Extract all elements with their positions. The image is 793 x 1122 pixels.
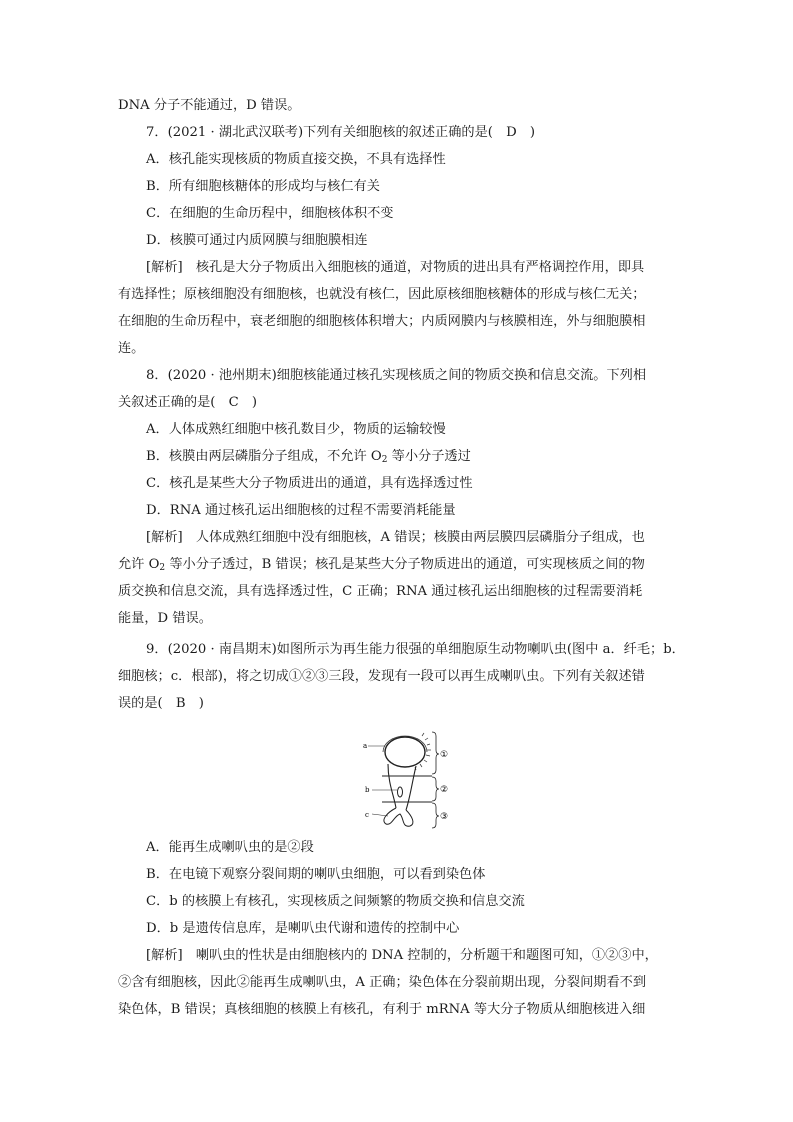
subscript: 2 (159, 563, 166, 573)
cell-body (388, 764, 416, 810)
text-part: 等小分子透过 (387, 449, 471, 464)
analysis-line: [解析] 人体成熟红细胞中没有细胞核，A 错误；核膜由两层膜四层磷脂分子组成，也 (146, 530, 645, 545)
question-8: 8．(2020 · 池州期末)细胞核能通过核孔实现核质之间的物质交换和信息交流。下列相 (146, 368, 647, 383)
braces (432, 732, 439, 828)
trumpet-worm-figure (360, 728, 460, 832)
nucleus (398, 787, 403, 797)
analysis-line: ②含有细胞核，因此②能再生成喇叭虫，A 正确；染色体在分裂前期出现，分裂间期看不到 (118, 975, 647, 990)
label-b: b (365, 786, 370, 794)
question-8-cont: 关叙述正确的是( C ) (118, 395, 258, 410)
question-9-cont: 细胞核；c．根部)，将之切成①②③三段，发现有一段可以再生成喇叭虫。下列有关叙述错 (118, 669, 645, 684)
analysis-line: [解析] 喇叭虫的性状是由细胞核内的 DNA 控制的，分析题干和题图可知，①②③中， (146, 948, 658, 963)
question-9: 9．(2020 · 南昌期末)如图所示为再生能力很强的单细胞原生动物喇叭虫(图中 a．纤毛；b． (146, 642, 685, 657)
text-part: 等小分子透过，B 错误；核孔是某些大分子物质进出的通道，可实现核质之间的物 (165, 557, 645, 572)
question-7: 7．(2021 · 湖北武汉联考)下列有关细胞核的叙述正确的是( D ) (146, 125, 535, 140)
option-d: D．b 是遗传信息库，是喇叭虫代谢和遗传的控制中心 (146, 921, 460, 936)
analysis-line: 质交换和信息交流，具有选择透过性，C 正确；RNA 通过核孔运出细胞核的过程需要消耗 (118, 584, 643, 599)
label-c: c (365, 811, 369, 819)
option-c: C．核孔是某些大分子物质进出的通道，具有选择透过性 (146, 476, 473, 491)
option-b: B．在电镜下观察分裂间期的喇叭虫细胞，可以看到染色体 (146, 867, 486, 882)
question-9-cont: 误的是( B ) (118, 696, 204, 711)
option-a: A．核孔能实现核质的物质直接交换，不具有选择性 (146, 152, 446, 167)
cell-head (385, 737, 425, 767)
text-part: B．核膜由两层磷脂分子组成，不允许 O (146, 449, 382, 464)
segment-3-label: ③ (440, 812, 449, 822)
subscript: 2 (381, 455, 388, 465)
analysis-line: 能量，D 错误。 (118, 611, 212, 626)
option-d: D．核膜可通过内质网膜与细胞膜相连 (146, 233, 368, 248)
analysis-line (118, 555, 645, 575)
analysis-line: 有选择性；原核细胞没有细胞核，也就没有核仁，因此原核细胞核糖体的形成与核仁无关； (118, 287, 646, 302)
analysis-line: [解析] 核孔是大分子物质出入细胞核的通道，对物质的进出具有严格调控作用，即具 (146, 260, 645, 275)
text-line: DNA 分子不能通过，D 错误。 (118, 98, 301, 113)
cell-root (384, 808, 413, 826)
leader-lines (368, 746, 397, 816)
option-b: B．所有细胞核糖体的形成均与核仁有关 (146, 179, 380, 194)
analysis-line: 连。 (118, 341, 145, 356)
segment-2-label: ② (440, 785, 449, 795)
label-a: a (363, 742, 368, 750)
option-a: A．能再生成喇叭虫的是②段 (146, 840, 314, 855)
text-part: 允许 O (118, 557, 160, 572)
analysis-line: 在细胞的生命历程中，衰老细胞的细胞核体积增大；内质网膜内与核膜相连，外与细胞膜相 (118, 314, 646, 329)
cilia (383, 736, 427, 752)
option-d: D．RNA 通过核孔运出细胞核的过程不需要消耗能量 (146, 503, 456, 518)
option-c: C．在细胞的生命历程中，细胞核体积不变 (146, 206, 394, 221)
option-b (146, 447, 471, 467)
segment-1-label: ① (440, 750, 449, 760)
analysis-line: 染色体，B 错误；真核细胞的核膜上有核孔，有利于 mRNA 等大分子物质从细胞核进入细 (118, 1002, 646, 1017)
option-c: C．b 的核膜上有核孔，实现核质之间频繁的物质交换和信息交流 (146, 894, 525, 909)
option-a: A．人体成熟红细胞中核孔数目少，物质的运输较慢 (146, 422, 446, 437)
